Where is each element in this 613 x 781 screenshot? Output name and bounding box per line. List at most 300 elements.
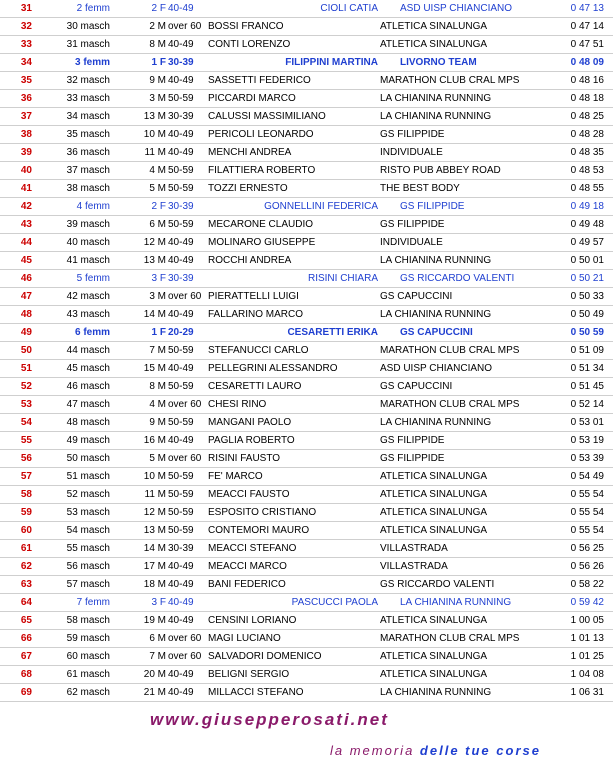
- class-rank-cell: 12 M: [143, 507, 166, 518]
- class-rank-cell: 20 M: [143, 669, 166, 680]
- club-cell: ATLETICA SINALUNGA: [380, 471, 488, 482]
- class-rank-cell: 7 M: [149, 651, 166, 662]
- time-cell: 0 48 53: [570, 165, 604, 176]
- age-group-cell: over 60: [168, 291, 202, 302]
- table-row: [0, 522, 613, 540]
- club-cell: ATLETICA SINALUNGA: [380, 669, 488, 680]
- club-cell: INDIVIDUALE: [380, 237, 443, 248]
- club-cell: GS FILIPPIDE: [380, 219, 445, 230]
- position-cell: 34: [20, 57, 32, 68]
- table-row: [0, 576, 613, 594]
- club-cell: MARATHON CLUB CRAL MPS: [380, 75, 520, 86]
- time-cell: 0 55 54: [570, 525, 604, 536]
- athlete-name-cell: MECARONE CLAUDIO: [208, 219, 314, 230]
- position-cell: 36: [20, 93, 32, 104]
- class-rank-cell: 1 F: [151, 327, 166, 338]
- class-rank-cell: 6 M: [149, 219, 166, 230]
- age-group-cell: over 60: [168, 399, 202, 410]
- athlete-name-cell: CESARETTI ERIKA: [287, 327, 378, 338]
- category-rank-cell: 57 masch: [66, 579, 110, 590]
- age-group-cell: 30-39: [168, 57, 194, 68]
- time-cell: 0 48 09: [570, 57, 604, 68]
- class-rank-cell: 5 M: [149, 453, 166, 464]
- age-group-cell: 40-49: [168, 39, 194, 50]
- time-cell: 0 53 39: [570, 453, 604, 464]
- table-row: [0, 234, 613, 252]
- class-rank-cell: 13 M: [143, 111, 166, 122]
- table-row: [0, 594, 613, 612]
- club-cell: LA CHIANINA RUNNING: [380, 255, 492, 266]
- category-rank-cell: 58 masch: [66, 615, 110, 626]
- athlete-name-cell: BANI FEDERICO: [208, 579, 286, 590]
- category-rank-cell: 2 femm: [76, 3, 110, 14]
- club-cell: GS RICCARDO VALENTI: [380, 579, 495, 590]
- age-group-cell: 40-49: [168, 363, 194, 374]
- category-rank-cell: 6 femm: [74, 327, 110, 338]
- athlete-name-cell: ESPOSITO CRISTIANO: [208, 507, 317, 518]
- age-group-cell: over 60: [168, 633, 202, 644]
- club-cell: ATLETICA SINALUNGA: [380, 615, 488, 626]
- athlete-name-cell: BELIGNI SERGIO: [208, 669, 290, 680]
- athlete-name-cell: CONTEMORI MAURO: [208, 525, 310, 536]
- class-rank-cell: 10 M: [143, 129, 166, 140]
- athlete-name-cell: MEACCI STEFANO: [208, 543, 297, 554]
- motto-part-1: la memoria: [330, 743, 415, 758]
- category-rank-cell: 43 masch: [66, 309, 110, 320]
- age-group-cell: 40-49: [168, 435, 194, 446]
- table-row: [0, 396, 613, 414]
- age-group-cell: 50-59: [168, 345, 194, 356]
- time-cell: 0 49 57: [570, 237, 604, 248]
- class-rank-cell: 16 M: [143, 435, 166, 446]
- category-rank-cell: 4 femm: [76, 201, 110, 212]
- class-rank-cell: 18 M: [143, 579, 166, 590]
- age-group-cell: 40-49: [168, 597, 194, 608]
- athlete-name-cell: FILATTIERA ROBERTO: [208, 165, 316, 176]
- position-cell: 38: [20, 129, 32, 140]
- club-cell: LA CHIANINA RUNNING: [380, 111, 492, 122]
- athlete-name-cell: MOLINARO GIUSEPPE: [208, 237, 316, 248]
- category-rank-cell: 49 masch: [66, 435, 110, 446]
- athlete-name-cell: STEFANUCCI CARLO: [208, 345, 309, 356]
- table-row: [0, 162, 613, 180]
- position-cell: 37: [20, 111, 32, 122]
- time-cell: 1 04 08: [570, 669, 604, 680]
- athlete-name-cell: ROCCHI ANDREA: [208, 255, 292, 266]
- category-rank-cell: 34 masch: [66, 111, 110, 122]
- position-cell: 63: [20, 579, 32, 590]
- club-cell: MARATHON CLUB CRAL MPS: [380, 399, 520, 410]
- category-rank-cell: 35 masch: [66, 129, 110, 140]
- category-rank-cell: 36 masch: [66, 147, 110, 158]
- age-group-cell: 40-49: [168, 561, 194, 572]
- time-cell: 0 54 49: [570, 471, 604, 482]
- class-rank-cell: 3 M: [149, 291, 166, 302]
- age-group-cell: 40-49: [168, 3, 194, 14]
- age-group-cell: 20-29: [168, 327, 194, 338]
- time-cell: 0 58 22: [570, 579, 604, 590]
- table-row: [0, 630, 613, 648]
- age-group-cell: 30-39: [168, 543, 194, 554]
- class-rank-cell: 4 M: [149, 165, 166, 176]
- athlete-name-cell: MEACCI MARCO: [208, 561, 287, 572]
- position-cell: 58: [20, 489, 32, 500]
- club-cell: LA CHIANINA RUNNING: [380, 93, 492, 104]
- class-rank-cell: 11 M: [144, 489, 166, 500]
- age-group-cell: over 60: [168, 21, 202, 32]
- club-cell: ASD UISP CHIANCIANO: [380, 363, 493, 374]
- table-row: [0, 72, 613, 90]
- table-row: [0, 180, 613, 198]
- time-cell: 0 50 21: [570, 273, 604, 284]
- table-row: [0, 540, 613, 558]
- category-rank-cell: 5 femm: [76, 273, 110, 284]
- age-group-cell: 30-39: [168, 201, 194, 212]
- position-cell: 35: [20, 75, 32, 86]
- table-row: [0, 342, 613, 360]
- class-rank-cell: 14 M: [143, 309, 166, 320]
- position-cell: 39: [20, 147, 32, 158]
- table-row: [0, 108, 613, 126]
- class-rank-cell: 2 M: [149, 21, 166, 32]
- time-cell: 0 50 01: [570, 255, 604, 266]
- age-group-cell: 40-49: [168, 75, 194, 86]
- club-cell: GS CAPUCCINI: [400, 327, 473, 338]
- time-cell: 0 47 14: [570, 21, 604, 32]
- table-row: [0, 504, 613, 522]
- position-cell: 60: [20, 525, 32, 536]
- club-cell: ATLETICA SINALUNGA: [380, 489, 488, 500]
- time-cell: 0 50 59: [570, 327, 604, 338]
- category-rank-cell: 53 masch: [66, 507, 110, 518]
- table-row: [0, 198, 613, 216]
- position-cell: 56: [20, 453, 32, 464]
- time-cell: 1 01 13: [570, 633, 604, 644]
- table-row: [0, 18, 613, 36]
- table-row: [0, 684, 613, 702]
- age-group-cell: 40-49: [168, 669, 194, 680]
- class-rank-cell: 12 M: [143, 237, 166, 248]
- category-rank-cell: 55 masch: [66, 543, 110, 554]
- class-rank-cell: 13 M: [143, 255, 166, 266]
- table-row: [0, 126, 613, 144]
- position-cell: 47: [20, 291, 32, 302]
- age-group-cell: 50-59: [168, 219, 194, 230]
- category-rank-cell: 60 masch: [66, 651, 110, 662]
- category-rank-cell: 32 masch: [66, 75, 110, 86]
- age-group-cell: over 60: [168, 453, 202, 464]
- time-cell: 0 49 48: [570, 219, 604, 230]
- category-rank-cell: 39 masch: [66, 219, 110, 230]
- table-row: [0, 486, 613, 504]
- category-rank-cell: 52 masch: [66, 489, 110, 500]
- category-rank-cell: 45 masch: [66, 363, 110, 374]
- athlete-name-cell: RISINI CHIARA: [307, 273, 378, 284]
- category-rank-cell: 41 masch: [66, 255, 110, 266]
- age-group-cell: 40-49: [168, 687, 194, 698]
- category-rank-cell: 38 masch: [66, 183, 110, 194]
- position-cell: 42: [20, 201, 32, 212]
- class-rank-cell: 2 F: [151, 201, 166, 212]
- position-cell: 66: [20, 633, 32, 644]
- club-cell: ATLETICA SINALUNGA: [380, 651, 488, 662]
- class-rank-cell: 21 M: [143, 687, 166, 698]
- position-cell: 44: [20, 237, 32, 248]
- category-rank-cell: 37 masch: [66, 165, 110, 176]
- position-cell: 49: [20, 327, 32, 338]
- class-rank-cell: 7 M: [149, 345, 166, 356]
- class-rank-cell: 8 M: [149, 39, 166, 50]
- age-group-cell: 50-59: [168, 489, 194, 500]
- position-cell: 64: [20, 597, 32, 608]
- position-cell: 54: [20, 417, 32, 428]
- time-cell: 0 48 16: [570, 75, 604, 86]
- position-cell: 48: [20, 309, 32, 320]
- age-group-cell: 40-49: [168, 579, 194, 590]
- age-group-cell: 40-49: [168, 255, 194, 266]
- athlete-name-cell: CONTI LORENZO: [208, 39, 291, 50]
- class-rank-cell: 2 F: [151, 3, 166, 14]
- time-cell: 0 59 42: [570, 597, 604, 608]
- category-rank-cell: 62 masch: [66, 687, 110, 698]
- club-cell: LA CHIANINA RUNNING: [380, 417, 492, 428]
- position-cell: 46: [20, 273, 32, 284]
- time-cell: 0 48 28: [570, 129, 604, 140]
- club-cell: LA CHIANINA RUNNING: [400, 597, 512, 608]
- class-rank-cell: 4 M: [149, 399, 166, 410]
- position-cell: 40: [20, 165, 32, 176]
- club-cell: GS FILIPPIDE: [380, 129, 445, 140]
- time-cell: 0 48 25: [570, 111, 604, 122]
- time-cell: 0 51 34: [570, 363, 604, 374]
- time-cell: 0 51 09: [570, 345, 604, 356]
- position-cell: 43: [20, 219, 32, 230]
- athlete-name-cell: FILIPPINI MARTINA: [285, 57, 378, 68]
- position-cell: 68: [20, 669, 32, 680]
- athlete-name-cell: CIOLI CATIA: [320, 3, 378, 14]
- age-group-cell: 50-59: [168, 165, 194, 176]
- position-cell: 65: [20, 615, 32, 626]
- class-rank-cell: 3 M: [149, 93, 166, 104]
- age-group-cell: 30-39: [168, 111, 194, 122]
- club-cell: ATLETICA SINALUNGA: [380, 39, 488, 50]
- time-cell: 0 53 19: [570, 435, 604, 446]
- table-row: [0, 144, 613, 162]
- category-rank-cell: 44 masch: [66, 345, 110, 356]
- athlete-name-cell: GONNELLINI FEDERICA: [264, 201, 378, 212]
- category-rank-cell: 56 masch: [66, 561, 110, 572]
- athlete-name-cell: TOZZI ERNESTO: [208, 183, 288, 194]
- table-row: [0, 54, 613, 72]
- time-cell: 0 56 26: [570, 561, 604, 572]
- site-motto: [330, 743, 541, 758]
- class-rank-cell: 5 M: [149, 183, 166, 194]
- table-row: [0, 450, 613, 468]
- age-group-cell: 30-39: [168, 273, 194, 284]
- class-rank-cell: 19 M: [143, 615, 166, 626]
- athlete-name-cell: BOSSI FRANCO: [208, 21, 284, 32]
- time-cell: 0 49 18: [570, 201, 604, 212]
- age-group-cell: 40-49: [168, 129, 194, 140]
- club-cell: ASD UISP CHIANCIANO: [400, 3, 513, 14]
- club-cell: LIVORNO TEAM: [400, 57, 477, 68]
- age-group-cell: 40-49: [168, 615, 194, 626]
- table-row: [0, 360, 613, 378]
- club-cell: VILLASTRADA: [380, 543, 448, 554]
- table-row: [0, 270, 613, 288]
- time-cell: 1 01 25: [570, 651, 604, 662]
- motto-part-2: delle tue corse: [419, 743, 541, 758]
- category-rank-cell: 31 masch: [66, 39, 110, 50]
- category-rank-cell: 48 masch: [66, 417, 110, 428]
- athlete-name-cell: PELLEGRINI ALESSANDRO: [208, 363, 338, 374]
- time-cell: 1 00 05: [570, 615, 604, 626]
- category-rank-cell: 46 masch: [66, 381, 110, 392]
- athlete-name-cell: CALUSSI MASSIMILIANO: [208, 111, 326, 122]
- club-cell: MARATHON CLUB CRAL MPS: [380, 633, 520, 644]
- position-cell: 57: [20, 471, 32, 482]
- position-cell: 53: [20, 399, 32, 410]
- age-group-cell: 50-59: [168, 381, 194, 392]
- table-row: [0, 216, 613, 234]
- athlete-name-cell: SALVADORI DOMENICO: [208, 651, 322, 662]
- club-cell: GS RICCARDO VALENTI: [400, 273, 515, 284]
- category-rank-cell: 3 femm: [74, 57, 110, 68]
- athlete-name-cell: PAGLIA ROBERTO: [208, 435, 295, 446]
- position-cell: 32: [20, 21, 32, 32]
- table-row: [0, 36, 613, 54]
- class-rank-cell: 14 M: [143, 543, 166, 554]
- table-row: [0, 558, 613, 576]
- club-cell: MARATHON CLUB CRAL MPS: [380, 345, 520, 356]
- time-cell: 0 55 54: [570, 507, 604, 518]
- category-rank-cell: 54 masch: [66, 525, 110, 536]
- club-cell: GS FILIPPIDE: [400, 201, 465, 212]
- category-rank-cell: 50 masch: [66, 453, 110, 464]
- table-row: [0, 432, 613, 450]
- table-row: [0, 378, 613, 396]
- club-cell: LA CHIANINA RUNNING: [380, 309, 492, 320]
- class-rank-cell: 10 M: [143, 471, 166, 482]
- club-cell: ATLETICA SINALUNGA: [380, 507, 488, 518]
- position-cell: 51: [20, 363, 32, 374]
- position-cell: 59: [20, 507, 32, 518]
- class-rank-cell: 9 M: [149, 75, 166, 86]
- age-group-cell: 50-59: [168, 93, 194, 104]
- athlete-name-cell: CHESI RINO: [208, 399, 267, 410]
- age-group-cell: 40-49: [168, 147, 194, 158]
- table-row: [0, 612, 613, 630]
- age-group-cell: over 60: [168, 651, 202, 662]
- class-rank-cell: 8 M: [149, 381, 166, 392]
- time-cell: 1 06 31: [570, 687, 604, 698]
- category-rank-cell: 59 masch: [66, 633, 110, 644]
- time-cell: 0 55 54: [570, 489, 604, 500]
- time-cell: 0 48 35: [570, 147, 604, 158]
- class-rank-cell: 17 M: [143, 561, 166, 572]
- table-row: [0, 468, 613, 486]
- class-rank-cell: 6 M: [149, 633, 166, 644]
- site-url[interactable]: www.giusepperosati.net: [150, 710, 389, 729]
- table-row: [0, 288, 613, 306]
- time-cell: 0 48 18: [570, 93, 604, 104]
- athlete-name-cell: CESARETTI LAURO: [208, 381, 302, 392]
- position-cell: 52: [20, 381, 32, 392]
- athlete-name-cell: MILLACCI STEFANO: [208, 687, 304, 698]
- athlete-name-cell: PICCARDI MARCO: [208, 93, 296, 104]
- time-cell: 0 50 33: [570, 291, 604, 302]
- time-cell: 0 47 13: [570, 3, 604, 14]
- category-rank-cell: 61 masch: [66, 669, 110, 680]
- athlete-name-cell: RISINI FAUSTO: [208, 453, 281, 464]
- table-row: [0, 414, 613, 432]
- position-cell: 50: [20, 345, 32, 356]
- position-cell: 67: [20, 651, 32, 662]
- table-row: [0, 0, 613, 18]
- class-rank-cell: 11 M: [144, 147, 166, 158]
- table-row: [0, 252, 613, 270]
- category-rank-cell: 47 masch: [66, 399, 110, 410]
- category-rank-cell: 33 masch: [66, 93, 110, 104]
- age-group-cell: 40-49: [168, 309, 194, 320]
- club-cell: ATLETICA SINALUNGA: [380, 21, 488, 32]
- age-group-cell: 50-59: [168, 183, 194, 194]
- category-rank-cell: 51 masch: [66, 471, 110, 482]
- category-rank-cell: 42 masch: [66, 291, 110, 302]
- table-row: [0, 306, 613, 324]
- athlete-name-cell: MANGANI PAOLO: [208, 417, 292, 428]
- athlete-name-cell: FE' MARCO: [208, 471, 263, 482]
- position-cell: 45: [20, 255, 32, 266]
- athlete-name-cell: FALLARINO MARCO: [208, 309, 304, 320]
- position-cell: 33: [20, 39, 32, 50]
- club-cell: GS FILIPPIDE: [380, 435, 445, 446]
- club-cell: GS FILIPPIDE: [380, 453, 445, 464]
- category-rank-cell: 40 masch: [66, 237, 110, 248]
- class-rank-cell: 3 F: [151, 597, 166, 608]
- table-row: [0, 648, 613, 666]
- club-cell: THE BEST BODY: [380, 183, 460, 194]
- position-cell: 55: [20, 435, 32, 446]
- table-row: [0, 90, 613, 108]
- position-cell: 69: [20, 687, 32, 698]
- time-cell: 0 50 49: [570, 309, 604, 320]
- club-cell: GS CAPUCCINI: [380, 291, 453, 302]
- age-group-cell: 40-49: [168, 237, 194, 248]
- table-row: [0, 324, 613, 342]
- time-cell: 0 53 01: [570, 417, 604, 428]
- time-cell: 0 56 25: [570, 543, 604, 554]
- category-rank-cell: 30 masch: [66, 21, 110, 32]
- club-cell: GS CAPUCCINI: [380, 381, 453, 392]
- athlete-name-cell: MENCHI ANDREA: [208, 147, 292, 158]
- club-cell: INDIVIDUALE: [380, 147, 443, 158]
- position-cell: 62: [20, 561, 32, 572]
- table-row: [0, 666, 613, 684]
- time-cell: 0 48 55: [570, 183, 604, 194]
- time-cell: 0 51 45: [570, 381, 604, 392]
- age-group-cell: 50-59: [168, 507, 194, 518]
- class-rank-cell: 15 M: [143, 363, 166, 374]
- position-cell: 61: [20, 543, 32, 554]
- athlete-name-cell: MEACCI FAUSTO: [208, 489, 290, 500]
- athlete-name-cell: MAGI LUCIANO: [208, 633, 281, 644]
- athlete-name-cell: CENSINI LORIANO: [208, 615, 297, 626]
- age-group-cell: 50-59: [168, 417, 194, 428]
- time-cell: 0 47 51: [570, 39, 604, 50]
- athlete-name-cell: PIERATTELLI LUIGI: [208, 291, 299, 302]
- age-group-cell: 50-59: [168, 471, 194, 482]
